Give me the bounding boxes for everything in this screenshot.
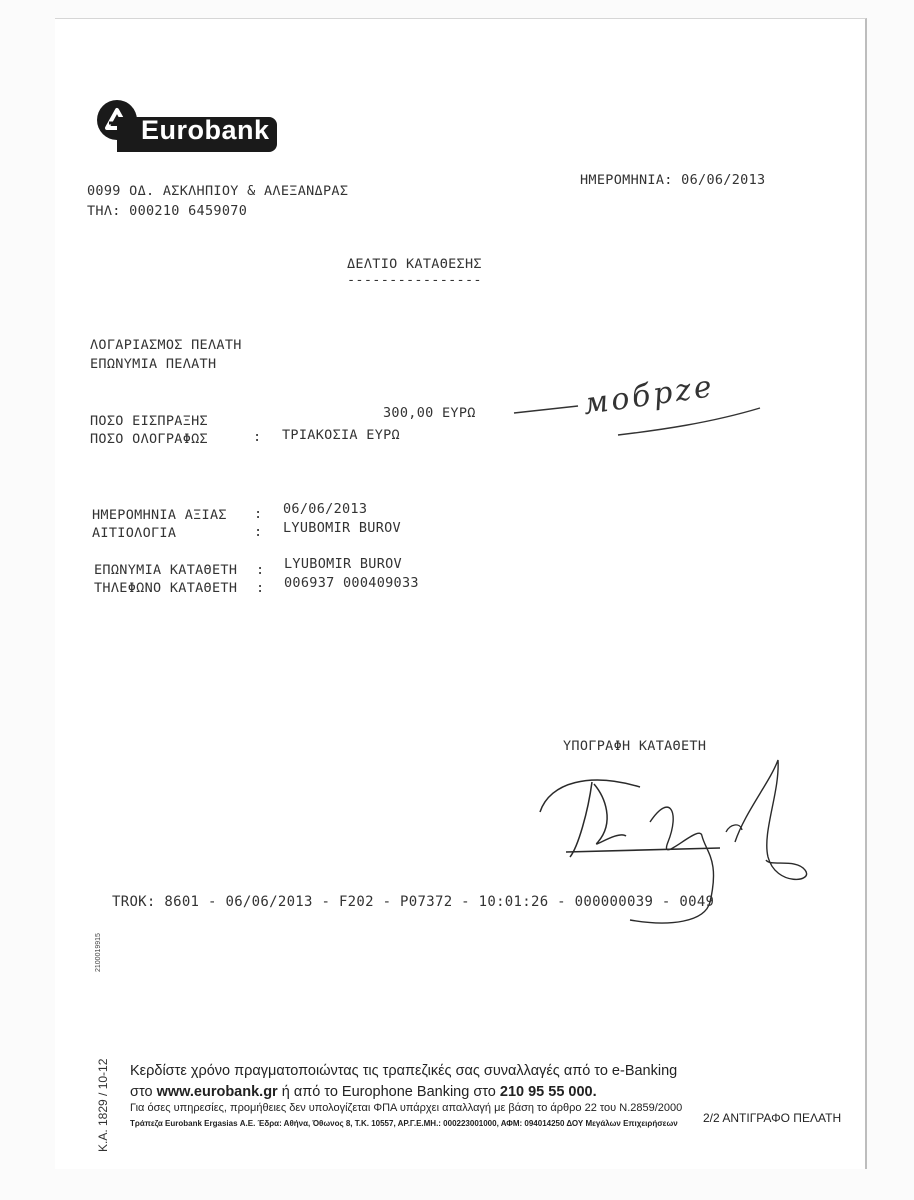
promo-phone: 210 95 55 000. [499, 1084, 597, 1100]
promo-website: www.eurobank.gr [156, 1084, 278, 1100]
handwritten-note: мобрze [581, 368, 717, 423]
reason-label: ΑΙΤΙΟΛΟΓΙΑ [92, 525, 177, 541]
value-date-colon: : [254, 506, 263, 522]
depositor-phone-value: 006937 000409033 [284, 575, 419, 591]
date-label: ΗΜΕΡΟΜΗΝΙΑ: [580, 172, 673, 188]
slip-title: ΔΕΛΤΙΟ ΚΑΤΑΘΕΣΗΣ [347, 256, 482, 272]
promo-prefix: στο [130, 1084, 157, 1100]
depositor-phone-colon: : [256, 580, 265, 596]
signature-label: ΥΠΟΓΡΑΦΗ ΚΑΤΑΘΕΤΗ [563, 738, 707, 754]
depositor-phone-label: ΤΗΛΕΦΩΝΟ ΚΑΤΑΘΕΤΗ [94, 580, 238, 596]
depositor-name-value: LYUBOMIR BUROV [284, 556, 402, 572]
account-label: ΛΟΓΑΡΙΑΣΜΟΣ ΠΕΛΑΤΗ [90, 337, 242, 353]
depositor-name-label: ΕΠΩΝΥΜΙΑ ΚΑΤΑΘΕΤΗ [94, 562, 238, 578]
footer-vat-note: Για όσες υπηρεσίες, προμήθειες δεν υπολογίζεται ΦΠΑ υπάρχει απαλλαγή με βάση το άρθρο 22 του Ν.2859/2000 [130, 1102, 683, 1114]
customer-name-label: ΕΠΩΝΥΜΙΑ ΠΕΛΑΤΗ [90, 356, 217, 372]
value-date-value: 06/06/2013 [283, 501, 368, 517]
form-serial: 2100019915 [95, 933, 102, 972]
footer-promo-line1: Κερδίστε χρόνο πραγματοποιώντας τις τραπεζικές σας συναλλαγές από το e-Banking [130, 1063, 678, 1079]
date-value: 06/06/2013 [681, 172, 766, 188]
amount-label: ΠΟΣΟ ΕΙΣΠΡΑΞΗΣ [90, 413, 208, 429]
amount-words-value: ΤΡΙΑΚΟΣΙΑ ΕΥΡΩ [282, 427, 400, 443]
slip-date [580, 172, 765, 188]
eurobank-logo [95, 98, 277, 154]
amount-words-colon: : [253, 429, 262, 445]
transaction-line: TROK: 8601 - 06/06/2013 - F202 - P07372 - 10:01:26 - 000000039 - 0049 [112, 894, 715, 910]
slip-title-underline: ---------------- [347, 272, 482, 288]
footer-company-info: Τράπεζα Eurobank Ergasias Α.Ε. Έδρα: Αθήνα, Όθωνος 8, Τ.Κ. 10557, ΑΡ.Γ.Ε.ΜΗ.: 000223001000, ΑΦΜ: 094014250 ΔΟΥ Μεγάλων Επιχειρήσεων [130, 1119, 678, 1128]
value-date-label: ΗΜΕΡΟΜΗΝΙΑ ΑΞΙΑΣ [92, 507, 227, 523]
promo-mid: ή από το Europhone Banking στο [277, 1084, 500, 1100]
footer-promo-line2 [130, 1084, 597, 1100]
branch-phone: ΤΗΛ: 000210 6459070 [87, 203, 248, 219]
amount-words-label: ΠΟΣΟ ΟΛΟΓΡΑΦΩΣ [90, 431, 208, 447]
amount-value: 300,00 ΕΥΡΩ [383, 405, 476, 421]
copy-label: 2/2 ΑΝΤΙΓΡΑΦΟ ΠΕΛΑΤΗ [703, 1111, 842, 1125]
reason-value: LYUBOMIR BUROV [283, 520, 401, 536]
logo-text: Eurobank [141, 115, 270, 145]
branch-address: 0099 ΟΔ. ΑΣΚΛΗΠΙΟΥ & ΑΛΕΞΑΝΔΡΑΣ [87, 183, 349, 199]
form-code: K.A. 1829 / 10-12 [96, 1058, 110, 1152]
reason-colon: : [254, 524, 263, 540]
depositor-name-colon: : [256, 562, 265, 578]
